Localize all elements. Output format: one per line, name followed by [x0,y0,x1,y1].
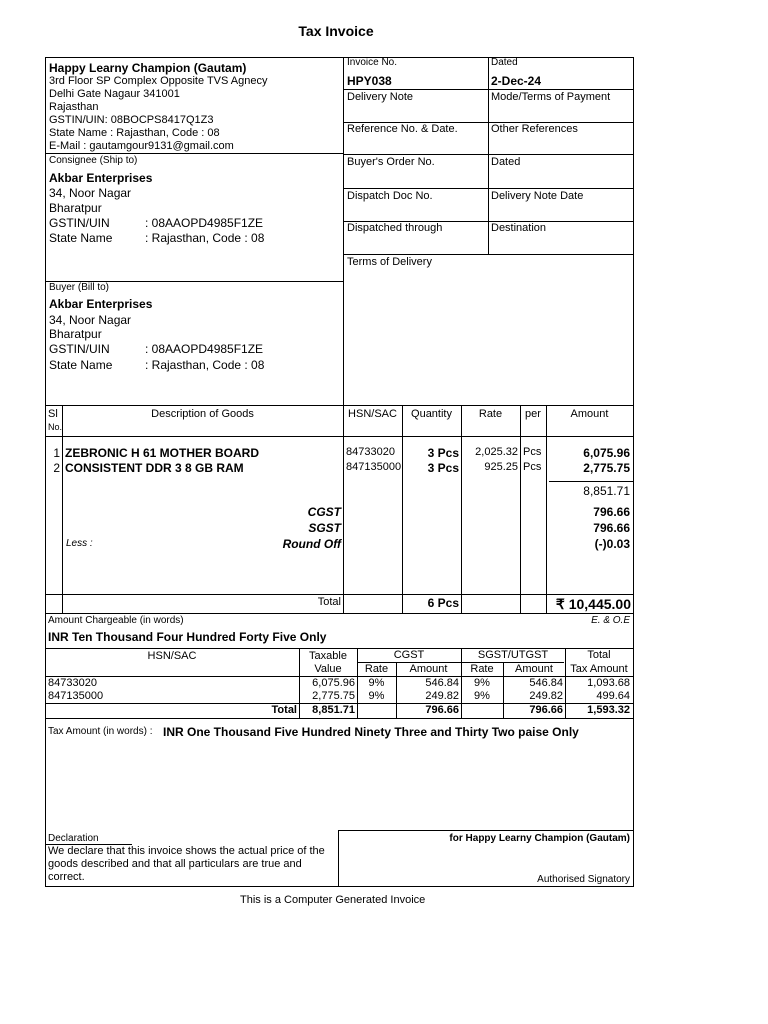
delivery-note-label: Delivery Note [347,91,414,103]
signature-box-left [338,830,339,887]
tax-header-taxable-1: Taxable [309,650,347,662]
seller-name: Happy Learny Champion (Gautam) [49,61,247,75]
header-rate: Rate [478,408,503,420]
sgst-label: SGST [308,521,341,535]
authorised-signatory: Authorised Signatory [537,874,630,885]
tax-words-value: INR One Thousand Five Hundred Ninety Three and Thirty Two paise Only [163,725,579,739]
tax-header-total-1: Total [587,649,611,661]
header-description: Description of Goods [151,408,254,420]
tax-header-total-2: Tax Amount [570,663,628,675]
item-per: Pcs [523,461,542,473]
frame-right [633,57,634,887]
consignee-state-label: State Name [49,231,113,245]
buyer-gstin-value: : 08AAOPD4985F1ZE [145,342,264,356]
col-desc [343,405,344,613]
seller-gstin: GSTIN/UIN: 08BOCPS8417Q1Z3 [49,114,214,126]
tax-row-cgst-rate: 9% [368,677,385,689]
buyer-heading: Buyer (Bill to) [49,282,110,293]
goods-bottom [45,613,634,614]
item-per: Pcs [523,446,542,458]
declaration-heading: Declaration [48,833,99,844]
consignee-gstin-value: : 08AAOPD4985F1ZE [145,216,264,230]
header-no: No. [48,422,63,432]
header-per: per [525,408,541,420]
tax-row-hsn: 84733020 [48,677,97,689]
total-label: Total [317,596,341,608]
meta-row-4 [343,188,633,189]
tax-words-label: Tax Amount (in words) : [48,726,153,737]
meta-row-3 [343,154,633,155]
frame-left [45,57,46,887]
invoice-no-label: Invoice No. [347,57,398,68]
consignee-address-2: Bharatpur [49,201,102,215]
delivery-note-date-label: Delivery Note Date [491,190,584,202]
destination-label: Destination [491,222,547,234]
tax-row-taxable: 2,775.75 [312,690,355,702]
declaration-line-1: We declare that this invoice shows the actual price of the [48,845,325,857]
tax-row-sgst-amount: 249.82 [529,690,563,702]
invoice-title: Tax Invoice [298,23,374,39]
buyer-state-label: State Name [49,358,113,372]
mode-terms-label: Mode/Terms of Payment [491,91,611,103]
amount-words-value: INR Ten Thousand Four Hundred Forty Five Only [48,630,327,644]
tax-header-cgst: CGST [393,649,425,661]
eoe-label: E. & O.E [591,615,630,626]
total-amount: ₹ 10,445.00 [555,596,631,612]
tax-header-sgst-amount: Amount [515,663,553,675]
item-description: CONSISTENT DDR 3 8 GB RAM [65,461,244,475]
tax-row-total: 1,093.68 [587,677,630,689]
subtotal-rule [549,481,633,482]
dispatched-through-label: Dispatched through [347,222,443,234]
round-off-amount: (-)0.03 [594,537,630,551]
tax-row-sgst-rate: 9% [474,690,490,702]
tax-header-hsn: HSN/SAC [147,650,197,662]
consignee-gstin-label: GSTIN/UIN [49,216,110,230]
divider-seller-consignee [45,153,343,154]
col-sl [62,405,63,613]
tax-header-cgst-rate: Rate [364,663,389,675]
seller-address-3: Rajasthan [49,101,99,113]
consignee-state-value: : Rajasthan, Code : 08 [145,231,265,245]
seller-address-2: Delhi Gate Nagaur 341001 [49,88,180,100]
buyer-gstin-label: GSTIN/UIN [49,342,110,356]
item-rate: 925.25 [484,461,518,473]
less-label: Less : [66,538,93,549]
signature-for-text: for Happy Learny Champion (Gautam) [449,833,630,844]
item-quantity: 3 Pcs [427,461,459,475]
item-rate: 2,025.32 [475,446,518,458]
sgst-amount: 796.66 [593,521,630,535]
item-hsn: 84733020 [346,446,395,458]
col-hsn [402,405,403,613]
meta-row-6 [343,254,633,255]
consignee-name: Akbar Enterprises [49,171,153,185]
consignee-address-1: 34, Noor Nagar [49,186,132,200]
consignee-heading: Consignee (Ship to) [49,155,138,166]
item-sl: 1 [53,446,60,460]
amount-words-label: Amount Chargeable (in words) [48,615,184,626]
computer-generated-note: This is a Computer Generated Invoice [240,894,426,906]
cgst-label: CGST [307,505,341,519]
subtotal-amount: 8,851.71 [583,484,630,498]
tax-total-sgst: 796.66 [529,704,563,716]
round-off-label: Round Off [282,537,341,551]
frame-bottom [45,886,634,887]
buyer-address-2: Bharatpur [49,327,102,341]
item-sl: 2 [53,461,60,475]
item-description: ZEBRONIC H 61 MOTHER BOARD [65,446,260,460]
cgst-amount: 796.66 [593,505,630,519]
tax-row-cgst-rate: 9% [368,690,385,702]
item-quantity: 3 Pcs [427,446,459,460]
buyer-address-1: 34, Noor Nagar [49,313,132,327]
buyer-name: Akbar Enterprises [49,297,153,311]
tax-header-sgst: SGST/UTGST [477,649,549,661]
tax-header-cgst-amount: Amount [409,663,448,675]
tax-header-taxable-2: Value [314,663,342,675]
tax-row-sgst-amount: 546.84 [529,677,563,689]
total-quantity: 6 Pcs [427,596,459,610]
dated-label: Dated [491,57,518,68]
dated2-label: Dated [491,156,521,168]
col-qty [461,405,462,613]
tax-row-total: 499.64 [596,690,630,702]
declaration-line-2: goods described and that all particulars are true and [48,858,302,870]
dispatch-doc-label: Dispatch Doc No. [347,190,433,202]
buyers-order-label: Buyer's Order No. [347,156,435,168]
tax-total-taxable: 8,851.71 [312,704,355,716]
tax-row-hsn: 847135000 [48,690,104,702]
tax-row-cgst-amount: 249.82 [425,690,459,702]
item-hsn: 847135000 [346,461,402,473]
tax-row-cgst-amount: 546.84 [425,677,459,689]
header-hsn: HSN/SAC [348,408,397,420]
dated-value: 2-Dec-24 [491,74,542,88]
item-amount: 6,075.96 [583,446,630,460]
frame-top [45,57,634,58]
reference-label: Reference No. & Date. [347,123,458,135]
divider-meta [343,57,344,414]
terms-of-delivery-label: Terms of Delivery [347,256,432,268]
meta-row-1 [343,89,633,90]
signature-box-top [338,830,634,831]
tax-header-sgst-rate: Rate [470,663,494,675]
other-references-label: Other References [491,123,578,135]
header-quantity: Quantity [411,408,452,420]
tax-total-cgst: 796.66 [425,704,459,716]
invoice-no-value: HPY038 [347,74,392,88]
seller-email: E-Mail : gautamgour9131@gmail.com [49,140,234,152]
seller-address-1: 3rd Floor SP Complex Opposite TVS Agnecy [49,75,268,87]
seller-state: State Name : Rajasthan, Code : 08 [49,127,220,139]
buyer-state-value: : Rajasthan, Code : 08 [145,358,265,372]
tax-row-sgst-rate: 9% [474,677,490,689]
col-rate [520,405,521,613]
tax-bottom [45,718,634,719]
divider-meta-inner [488,57,489,254]
header-amount: Amount [570,408,609,420]
declaration-line-3: correct. [48,871,85,883]
tax-total-amount: 1,593.32 [587,704,630,716]
header-sl: Sl [48,408,58,420]
item-amount: 2,775.75 [583,461,630,475]
tax-total-label: Total [271,704,297,716]
tax-row-taxable: 6,075.96 [312,677,355,689]
